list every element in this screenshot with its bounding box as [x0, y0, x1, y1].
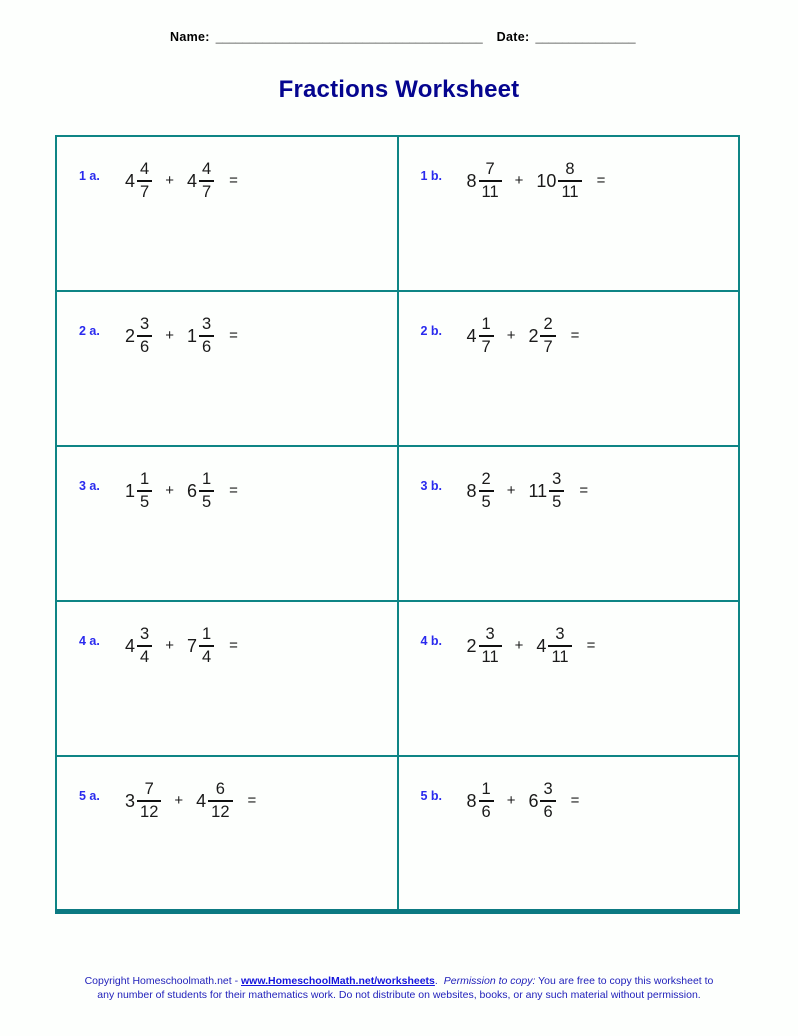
problem-label: 4 a. — [79, 634, 100, 649]
problem-label: 3 a. — [79, 479, 100, 494]
problem-label: 2 b. — [420, 324, 443, 339]
fraction — [137, 161, 152, 202]
numerator: 1 — [481, 780, 491, 798]
problem-cell — [398, 756, 740, 911]
fraction-bar — [208, 800, 232, 802]
mixed-number — [125, 316, 152, 357]
numerator: 3 — [555, 625, 565, 643]
mixed-number — [528, 781, 555, 822]
denominator: 12 — [211, 803, 230, 822]
fraction-bar — [549, 490, 564, 492]
fraction-bar — [479, 800, 494, 802]
denominator: 11 — [481, 183, 499, 202]
fraction-bar — [137, 800, 161, 802]
equals-sign: = — [570, 791, 580, 809]
whole-number: 4 — [466, 325, 477, 346]
problem-cell — [398, 291, 740, 446]
problem-label: 1 a. — [79, 169, 100, 184]
denominator: 5 — [552, 493, 562, 512]
plus-operator: + — [165, 171, 174, 189]
problem-label: 1 b. — [420, 169, 443, 184]
problem — [421, 471, 739, 512]
fraction — [137, 471, 152, 512]
denominator: 11 — [551, 648, 569, 667]
fraction-bar — [199, 645, 214, 647]
problem-label: 3 b. — [420, 479, 443, 494]
plus-operator: + — [514, 636, 524, 654]
fraction — [199, 316, 214, 357]
mixed-number — [536, 626, 571, 667]
problem-cell — [56, 136, 398, 291]
fraction — [137, 781, 161, 822]
denominator: 4 — [140, 648, 150, 667]
plus-operator: + — [165, 326, 174, 344]
whole-number: 4 — [125, 170, 136, 191]
problem-expression — [125, 161, 238, 202]
mixed-number — [536, 161, 581, 202]
problem-cell — [398, 136, 740, 291]
numerator: 3 — [543, 780, 553, 798]
denominator: 7 — [201, 183, 212, 202]
equals-sign: = — [247, 791, 257, 809]
problem — [421, 161, 739, 202]
permission-label: Permission to copy: — [443, 974, 536, 987]
problem-expression — [125, 316, 238, 357]
numerator: 1 — [201, 625, 212, 643]
denominator: 7 — [481, 338, 491, 357]
whole-number: 8 — [466, 480, 477, 501]
whole-number: 11 — [528, 480, 548, 501]
whole-number: 7 — [186, 635, 197, 656]
fraction-bar — [199, 335, 214, 337]
fraction — [479, 161, 502, 202]
fraction — [199, 626, 214, 667]
problem-expression — [125, 626, 238, 667]
fraction — [540, 316, 555, 357]
problem — [79, 471, 397, 512]
denominator: 7 — [543, 338, 553, 357]
problem-expression — [467, 161, 606, 202]
whole-number: 1 — [186, 325, 197, 346]
fraction — [479, 626, 502, 667]
problem-expression — [467, 471, 589, 512]
problem-row — [56, 136, 739, 291]
fraction-bar — [137, 645, 152, 647]
fraction — [137, 626, 152, 667]
numerator: 1 — [201, 470, 212, 488]
fraction — [137, 316, 152, 357]
denominator: 5 — [140, 493, 150, 512]
numerator: 3 — [140, 315, 150, 333]
whole-number: 8 — [466, 170, 477, 191]
name-blank-line: ________________________________________ — [215, 30, 483, 44]
whole-number: 8 — [466, 790, 477, 811]
fraction-bar — [540, 800, 555, 802]
problem-label: 5 b. — [420, 789, 443, 804]
mixed-number — [125, 161, 152, 202]
whole-number: 4 — [196, 790, 207, 811]
problem — [79, 161, 397, 202]
numerator: 2 — [481, 470, 491, 488]
problem-cell — [56, 601, 398, 756]
numerator: 3 — [485, 625, 495, 643]
fraction-bar — [199, 180, 214, 182]
problem-expression — [125, 781, 256, 822]
whole-number: 2 — [125, 325, 136, 346]
whole-number: 2 — [528, 325, 539, 346]
date-label: Date: — [496, 30, 530, 44]
mixed-number — [196, 781, 232, 822]
denominator: 5 — [481, 493, 491, 512]
fraction-bar — [479, 180, 502, 182]
mixed-number — [187, 626, 214, 667]
fraction-bar — [479, 645, 502, 647]
name-label: Name: — [170, 30, 210, 44]
mixed-number — [528, 471, 564, 512]
whole-number: 4 — [186, 170, 197, 191]
page-title: Fractions Worksheet — [278, 76, 520, 103]
whole-number: 4 — [125, 635, 136, 656]
numerator: 4 — [140, 160, 150, 178]
numerator: 7 — [485, 160, 495, 178]
whole-number: 10 — [536, 170, 557, 191]
whole-number: 3 — [125, 790, 136, 811]
fraction — [479, 316, 494, 357]
problem — [421, 781, 739, 822]
whole-number: 6 — [186, 480, 197, 501]
numerator: 3 — [140, 625, 150, 643]
fraction — [208, 781, 232, 822]
footer-copyright — [83, 974, 715, 1003]
equals-sign: = — [570, 326, 580, 344]
problem-expression — [467, 781, 580, 822]
whole-number: 6 — [528, 790, 539, 811]
fraction-bar — [479, 335, 494, 337]
problem — [79, 316, 397, 357]
denominator: 7 — [140, 183, 150, 202]
mixed-number — [125, 471, 152, 512]
whole-number: 1 — [125, 480, 136, 501]
after-link-text: . — [434, 974, 441, 987]
mixed-number — [187, 471, 214, 512]
problem — [79, 781, 397, 822]
denominator: 6 — [140, 338, 150, 357]
copyright-text: Copyright Homeschoolmath.net - — [84, 974, 241, 987]
mixed-number — [467, 316, 494, 357]
fraction-bar — [199, 490, 214, 492]
whole-number: 2 — [466, 635, 477, 656]
mixed-number — [125, 626, 152, 667]
numerator: 8 — [565, 160, 575, 178]
plus-operator: + — [514, 171, 524, 189]
problem-cell — [56, 756, 398, 911]
mixed-number — [528, 316, 555, 357]
problem-label: 2 a. — [79, 324, 100, 339]
plus-operator: + — [506, 791, 516, 809]
numerator: 6 — [215, 780, 225, 798]
fraction-bar — [558, 180, 581, 182]
fraction — [549, 471, 564, 512]
problems-table — [55, 135, 740, 914]
problem-row — [56, 291, 739, 446]
name-date-header — [0, 0, 798, 44]
problem-expression — [125, 471, 238, 512]
fraction — [548, 626, 571, 667]
problem-cell — [398, 601, 740, 756]
equals-sign: = — [579, 481, 589, 499]
fraction-bar — [540, 335, 555, 337]
problem-expression — [467, 316, 580, 357]
equals-sign: = — [586, 636, 596, 654]
numerator: 3 — [201, 315, 212, 333]
whole-number: 4 — [536, 635, 547, 656]
mixed-number — [467, 626, 502, 667]
denominator: 6 — [481, 803, 491, 822]
plus-operator: + — [174, 791, 184, 809]
plus-operator: + — [165, 481, 174, 499]
plus-operator: + — [506, 326, 516, 344]
fraction-bar — [137, 335, 152, 337]
mixed-number — [125, 781, 161, 822]
denominator: 11 — [561, 183, 579, 202]
numerator: 1 — [481, 315, 491, 333]
numerator: 3 — [552, 470, 562, 488]
problem-label: 5 a. — [79, 789, 100, 804]
mixed-number — [467, 781, 494, 822]
numerator: 2 — [543, 315, 553, 333]
problem-expression — [467, 626, 596, 667]
equals-sign: = — [229, 636, 238, 654]
problem — [79, 626, 397, 667]
plus-operator: + — [165, 636, 174, 654]
denominator: 11 — [481, 648, 499, 667]
fraction-bar — [137, 490, 152, 492]
worksheets-link[interactable]: www.HomeschoolMath.net/worksheets — [241, 974, 435, 987]
permission-text: You are free to copy this worksheet to any number of students for their mathematics work. Do not distribute on websites, books, or any such material without permission. — [97, 974, 714, 1002]
mixed-number — [467, 471, 494, 512]
fraction — [540, 781, 555, 822]
equals-sign: = — [596, 171, 606, 189]
fraction — [479, 471, 494, 512]
mixed-number — [467, 161, 502, 202]
fraction — [199, 471, 214, 512]
denominator: 6 — [543, 803, 553, 822]
date-blank-line: _______________ — [535, 30, 636, 44]
equals-sign: = — [229, 326, 238, 344]
numerator: 7 — [144, 780, 154, 798]
equals-sign: = — [229, 481, 238, 499]
fraction — [199, 161, 214, 202]
denominator: 6 — [201, 338, 212, 357]
problem-cell — [56, 291, 398, 446]
fraction-bar — [479, 490, 494, 492]
mixed-number — [187, 316, 214, 357]
problems-body — [56, 136, 739, 911]
denominator: 5 — [201, 493, 212, 512]
equals-sign: = — [229, 171, 238, 189]
fraction-bar — [137, 180, 152, 182]
numerator: 1 — [140, 470, 150, 488]
plus-operator: + — [506, 481, 516, 499]
problem — [421, 626, 739, 667]
mixed-number — [187, 161, 214, 202]
denominator: 12 — [140, 803, 159, 822]
problem-cell — [398, 446, 740, 601]
fraction — [558, 161, 581, 202]
problem-cell — [56, 446, 398, 601]
problem-label: 4 b. — [420, 634, 443, 649]
numerator: 4 — [201, 160, 212, 178]
denominator: 4 — [201, 648, 212, 667]
problem-row — [56, 446, 739, 601]
problem-row — [56, 601, 739, 756]
fraction — [479, 781, 494, 822]
problem — [421, 316, 739, 357]
fraction-bar — [548, 645, 571, 647]
problem-row — [56, 756, 739, 911]
